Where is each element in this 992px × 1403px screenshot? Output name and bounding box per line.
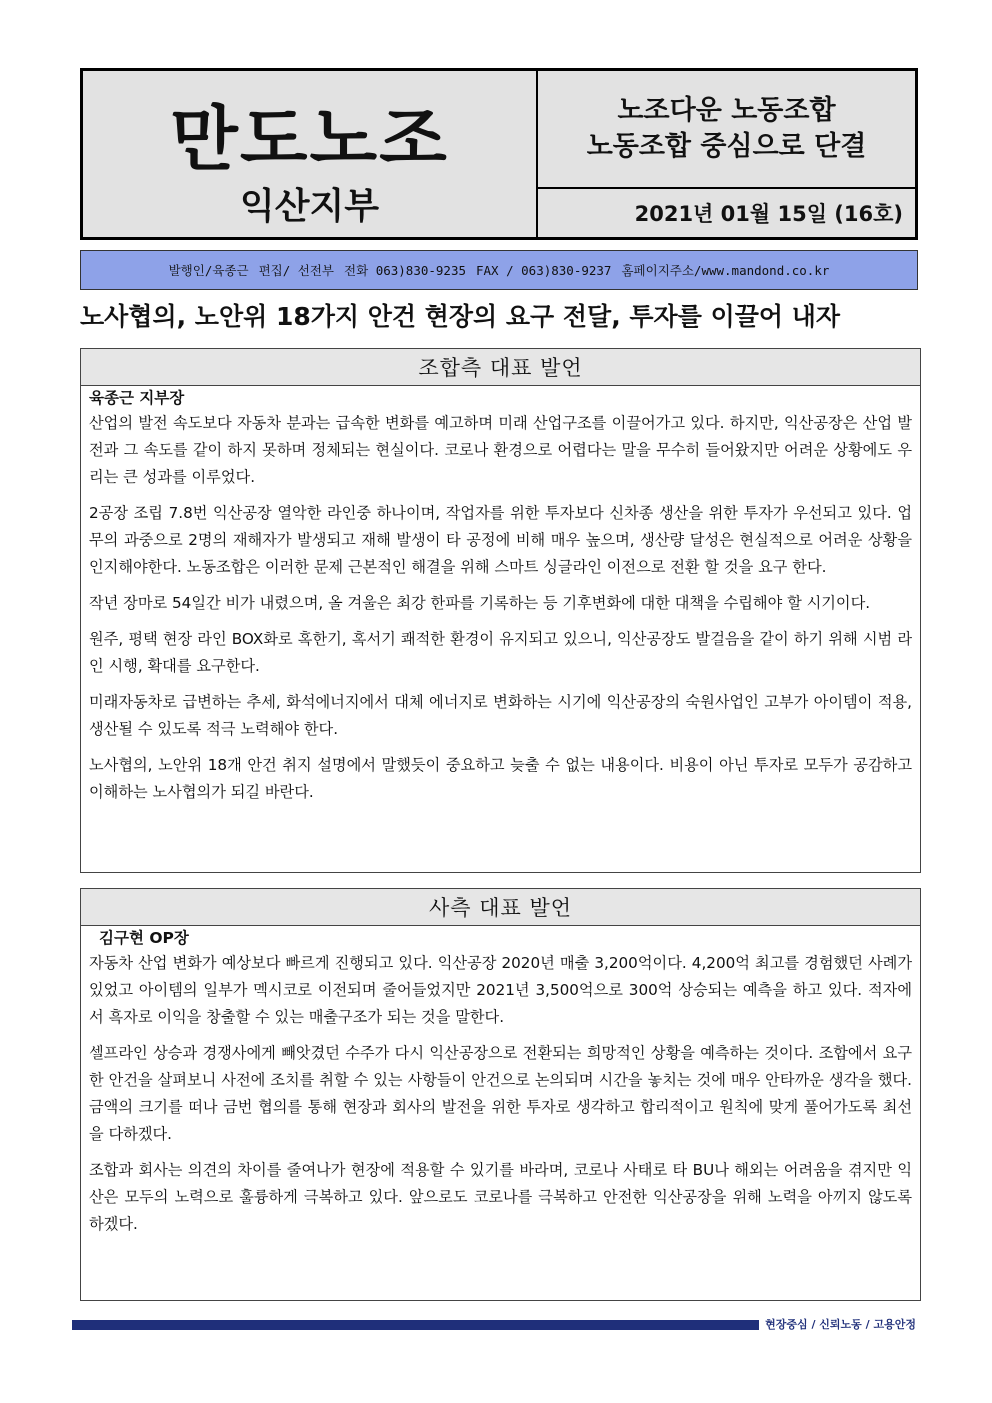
fax: FAX / 063)830-9237	[476, 262, 612, 278]
slogan-line-1: 노조다운 노동조합	[617, 95, 836, 126]
union-paragraph: 미래자동차로 급변하는 추세, 화석에너지에서 대체 에너지로 변화하는 시기에 익산공장의 숙원사업인 고부가 아이템이 적용, 생산될 수 있도록 적극 노력해야 한다.	[89, 693, 912, 738]
union-paragraph: 노사협의, 노안위 18개 안건 취지 설명에서 말했듯이 중요하고 늦출 수 없는 내용이다. 비용이 아닌 투자로 모두가 공감하고 이해하는 노사협의가 되길 바란다.	[89, 756, 912, 801]
branch-name: 익산지부	[239, 186, 380, 227]
editor: 편집/ 선전부	[258, 263, 335, 278]
company-paragraph: 셀프라인 상승과 경쟁사에게 빼앗겼던 수주가 다시 익산공장으로 전환되는 희망적인 상황을 예측하는 것이다. 조합에서 요구한 안건을 살펴보니 사전에 조치를 취할 수 있는 사항들이 안건으로 논의되며 시간을 놓치는 것에 매우 안타까운 생각을 했다. 금액의 크기를 떠나 금번 협의를 통해 현장과 회사의 발전을 위한 투자로 생각하고 합리적이고 원칙에 맞게 풀어가도록 최선을 다하겠다.	[89, 1044, 912, 1143]
union-section-body	[81, 386, 920, 806]
publisher-info-bar	[80, 250, 918, 290]
company-section-body	[81, 926, 920, 1238]
slogan-line-2: 노동조합 중심으로 단결	[586, 131, 867, 162]
company-paragraph: 조합과 회사는 의견의 차이를 줄여나가 현장에 적용할 수 있기를 바라며, 코로나 사태로 타 BU나 해외는 어려움을 겪지만 익산은 모두의 노력으로 훌륭하게 극복하고 있다. 앞으로도 코로나를 극복하고 안전한 익산공장을 위해 노력을 아끼지 않도록 하겠다.	[89, 1161, 912, 1233]
publisher: 발행인/육종근	[168, 263, 249, 278]
union-statement-box	[80, 348, 921, 873]
union-speaker: 육종근 지부장	[89, 389, 185, 407]
union-section-header: 조합측 대표 발언	[81, 349, 920, 386]
newsletter-title: 만도노조	[170, 98, 449, 180]
masthead-left	[83, 71, 538, 237]
union-paragraph: 2공장 조립 7.8번 익산공장 열악한 라인중 하나이며, 작업자를 위한 투자보다 신차종 생산을 위한 투자가 우선되고 있다. 업무의 과중으로 2명의 재해자가 발생되고 재해 발생이 타 공정에 비해 매우 높으며, 생산량 달성은 현실적으로 어려운 상황을 인지해야한다. 노동조합은 이러한 문제 근본적인 해결을 위해 스마트 싱글라인 이전으로 전환 할 것을 요구 한다.	[89, 504, 912, 576]
union-paragraph: 산업의 발전 속도보다 자동차 분과는 급속한 변화를 예고하며 미래 산업구조를 이끌어가고 있다. 하지만, 익산공장은 산업 발전과 그 속도를 같이 하지 못하며 정체되는 현실이다. 코로나 환경으로 어렵다는 말을 무수히 들어왔지만 어려운 상황에도 우리는 큰 성과를 이루었다.	[89, 414, 912, 486]
slogan	[538, 71, 915, 189]
company-paragraph: 자동차 산업 변화가 예상보다 빠르게 진행되고 있다. 익산공장 2020년 매출 3,200억이다. 4,200억 최고를 경험했던 사례가 있었고 아이템의 일부가 멕시코로 이전되며 줄어들었지만 2021년 3,500억으로 300억 상승되는 예측을 하고 있다. 적자에서 흑자로 이익을 창출할 수 있는 매출구조가 되는 것을 말한다.	[89, 954, 912, 1026]
company-speaker: 김구현 OP장	[99, 929, 189, 947]
company-statement-box	[80, 888, 921, 1301]
headline: 노사협의, 노안위 18가지 안건 현장의 요구 전달, 투자를 이끌어 내자	[80, 302, 841, 331]
footer-slogan: 현장중심 / 신뢰노동 / 고용안정	[759, 1315, 922, 1335]
union-paragraph: 작년 장마로 54일간 비가 내렸으며, 올 겨울은 최강 한파를 기록하는 등 기후변화에 대한 대책을 수립해야 할 시기이다.	[89, 594, 871, 612]
union-paragraph: 원주, 평택 현장 라인 BOX화로 혹한기, 혹서기 쾌적한 환경이 유지되고 있으니, 익산공장도 발걸음을 같이 하기 위해 시범 라인 시행, 확대를 요구한다.	[89, 630, 912, 675]
masthead	[80, 68, 918, 240]
masthead-right	[538, 71, 915, 237]
homepage-link[interactable]: 홈페이지주소/www.mandond.co.kr	[621, 263, 830, 278]
company-section-header: 사측 대표 발언	[81, 889, 920, 926]
issue-date: 2021년 01월 15일 (16호)	[634, 202, 903, 226]
phone: 전화 063)830-9235	[344, 263, 466, 278]
